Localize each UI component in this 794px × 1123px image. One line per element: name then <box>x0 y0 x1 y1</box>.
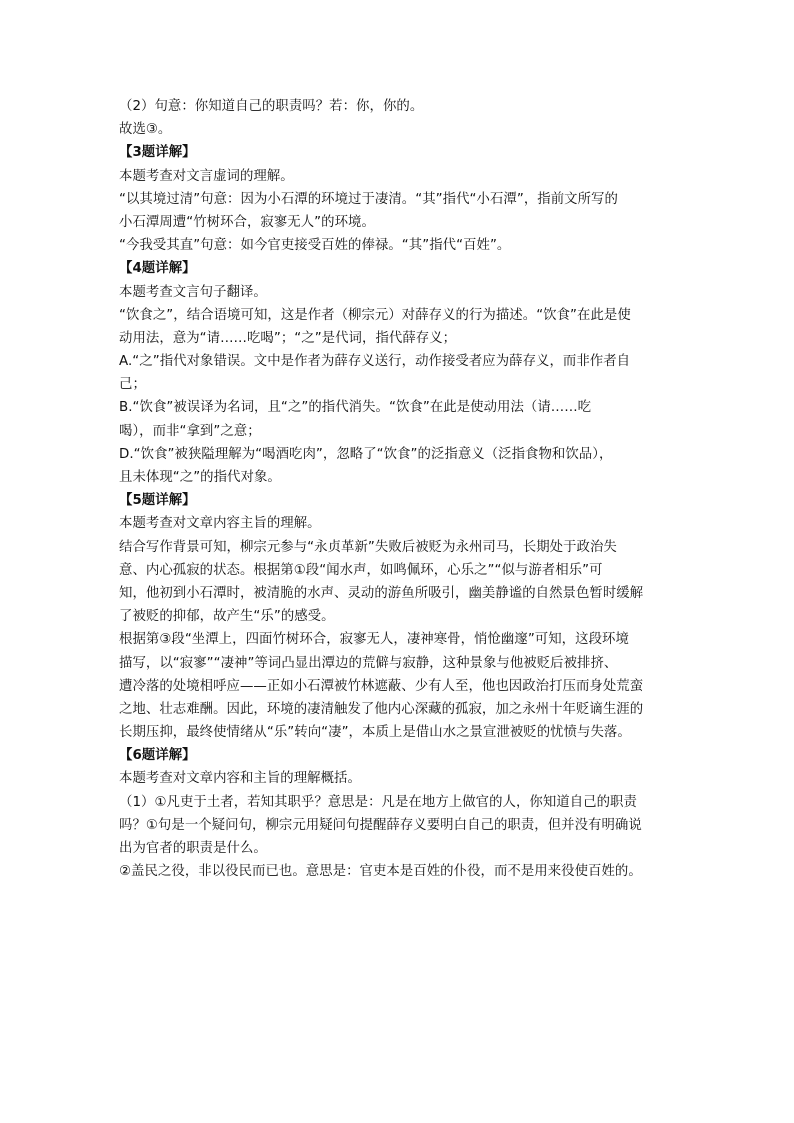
text-line: 故选③。 <box>119 122 172 138</box>
text-line: 出为官者的职责是什么。 <box>119 841 267 856</box>
text-line: 长期压抑，最终使情绪从“乐”转向“凄”，本质上是借山水之景宣泄被贬的忧愤与失落。 <box>119 725 631 741</box>
text-line: 根据第③段“坐潭上，四面竹树环合，寂寥无人，凄神寒骨，悄怆幽邃”可知，这段环境 <box>119 632 629 648</box>
text-line: ②盖民之役，非以役民而已也。意思是：官吏本是百姓的仆役，而不是用来役使百姓的。 <box>119 864 642 880</box>
text-line: “饮食之”，结合语境可知，这是作者（柳宗元）对薛存义的行为描述。“饮食”在此是使 <box>119 307 631 323</box>
text-line: （1）①凡吏于土者，若知其职乎？意思是：凡是在地方上做官的人，你知道自己的职责 <box>119 794 637 810</box>
text-line: （2）句意：你知道自己的职责吗？若：你，你的。 <box>119 99 424 114</box>
text-line: 本题考查对文章内容主旨的理解。 <box>119 516 321 532</box>
section-heading: 【5题详解】 <box>119 493 196 509</box>
text-line: D.“饮食”被狭隘理解为“喝酒吃肉”，忽略了“饮食”的泛指意义（泛指食物和饮品）， <box>119 446 613 462</box>
section-heading: 【3题详解】 <box>119 145 196 161</box>
text-line: 了被贬的抑郁，故产生“乐”的感受。 <box>119 609 335 625</box>
text-line: 本题考查文言句子翻译。 <box>119 284 267 300</box>
text-line: 描写，以“寂寥”“凄神”等词凸显出潭边的荒僻与寂静，这种景象与他被贬后被排挤、 <box>119 655 618 671</box>
text-line: “今我受其直”句意：如今官吏接受百姓的俸禄。“其”指代“百姓”。 <box>119 238 511 254</box>
text-line: 动用法，意为“请……吃喝”；“之”是代词，指代薛存义； <box>119 330 457 346</box>
text-line: 知，他初到小石潭时，被清脆的水声、灵动的游鱼所吸引，幽美静谧的自然景色暂时缓解 <box>119 585 644 601</box>
text-line: 喝），而非“拿到”之意； <box>119 423 261 439</box>
document-body <box>119 95 679 883</box>
text-line: 意、内心孤寂的状态。根据第①段“闻水声，如鸣佩环，心乐之”“似与游者相乐”可 <box>119 562 603 578</box>
section-heading: 【6题详解】 <box>119 748 196 764</box>
text-line: 本题考查对文言虚词的理解。 <box>119 168 294 184</box>
text-line: 小石潭周遭“竹树环合，寂寥无人”的环境。 <box>119 214 375 230</box>
text-line: A.“之”指代对象错误。文中是作者为薛存义送行，动作接受者应为薛存义，而非作者自 <box>119 354 631 370</box>
section-heading: 【4题详解】 <box>119 261 196 277</box>
text-line: 吗？①句是一个疑问句，柳宗元用疑问句提醒薛存义要明白自己的职责，但并没有明确说 <box>119 817 642 833</box>
text-line: 遭冷落的处境相呼应——正如小石潭被竹林遮蔽、少有人至，他也因政治打压而身处荒蛮 <box>119 678 644 694</box>
text-line: 本题考查对文章内容和主旨的理解概括。 <box>119 771 361 787</box>
text-line: 之地、壮志难酬。因此，环境的凄清触发了他内心深藏的孤寂，加之永州十年贬谪生涯的 <box>119 701 644 717</box>
text-line: B.“饮食”被误译为名词，且“之”的指代消失。“饮食”在此是使动用法（请……吃 <box>119 400 592 416</box>
text-line: 结合写作背景可知，柳宗元参与“永贞革新”失败后被贬为永州司马，长期处于政治失 <box>119 539 617 555</box>
text-line: “以其境过清”句意：因为小石潭的环境过于凄清。“其”指代“小石潭”，指前文所写的 <box>119 191 618 207</box>
text-line: 己； <box>119 377 146 393</box>
text-line: 且未体现“之”的指代对象。 <box>119 470 281 485</box>
